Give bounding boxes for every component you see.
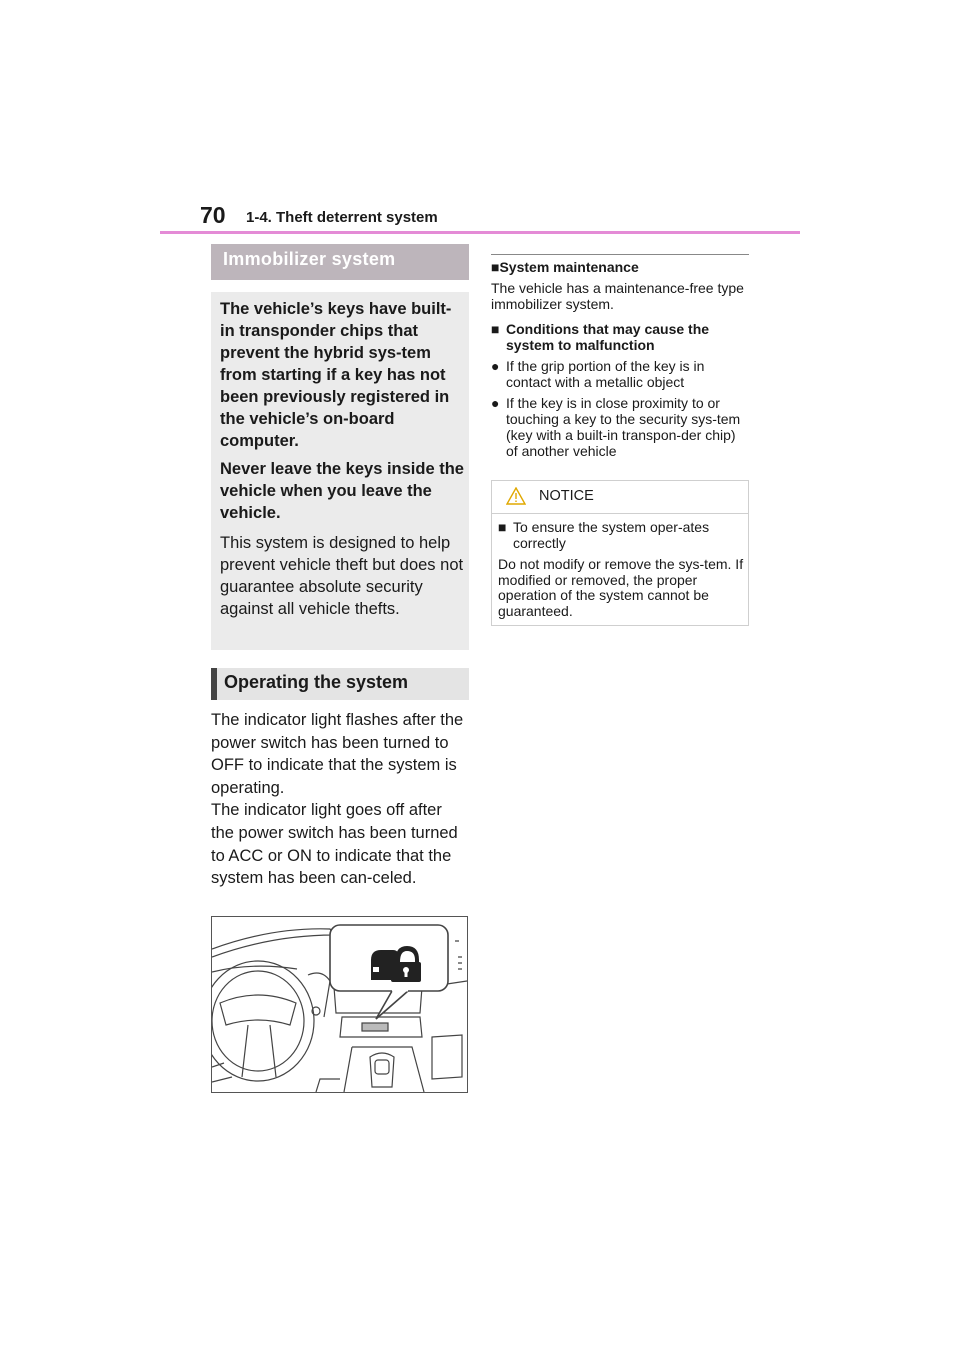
malfunction-item	[491, 395, 749, 459]
intro-paragraph-3: This system is designed to help prevent vehicle theft but does not guarantee absolute security against all vehicle thefts.	[220, 534, 464, 618]
operating-title: Operating the system	[224, 672, 409, 692]
intro-paragraph-1: The vehicle’s keys have built-in transponder chips that prevent the hybrid sys-tem from starting if a key has not been previously registered in the vehicle’s on-board computer.	[220, 300, 452, 450]
maintenance-text: The vehicle has a maintenance-free type immobilizer system.	[491, 280, 744, 312]
right-column-divider	[491, 254, 749, 255]
bullet-marker: ●	[491, 395, 500, 411]
notice-title: To ensure the system oper-ates correctly	[513, 519, 710, 551]
malfunction-item-text: If the grip portion of the key is in contact with a metallic object	[506, 358, 705, 390]
bullet-marker: ●	[491, 358, 500, 374]
operating-paragraph-1: The indicator light flashes after the power switch has been turned to OFF to indicate that the system is operating.	[211, 711, 464, 797]
notice-box	[491, 480, 749, 626]
notice-text: Do not modify or remove the sys-tem. If modified or removed, the proper operation of the system cannot be guaranteed.	[498, 556, 744, 619]
maintenance-section	[491, 259, 749, 312]
malfunction-item-text: If the key is in close proximity to or touching a key to the security sys-tem (key with a built-in transpon-der chip) of another vehicle	[506, 395, 741, 459]
operating-body	[211, 709, 469, 890]
operating-title-bar	[211, 668, 217, 700]
page-number: 70	[200, 202, 226, 228]
malfunction-title: Conditions that may cause the system to malfunction	[506, 321, 710, 353]
operating-paragraph-2: The indicator light goes off after the power switch has been turned to ACC or ON to indicate that the system has been can-celed.	[211, 801, 458, 888]
immobilizer-indicator-icon	[369, 942, 421, 982]
intro-paragraph-2: Never leave the keys inside the vehicle when you leave the vehicle.	[220, 460, 464, 522]
malfunction-section	[491, 321, 749, 459]
notice-marker: ■	[498, 519, 507, 535]
maintenance-title: System maintenance	[499, 259, 639, 275]
immobilizer-title: Immobilizer system	[223, 249, 396, 269]
notice-label: NOTICE	[539, 488, 594, 504]
notice-body	[498, 520, 744, 619]
header-divider	[160, 231, 800, 234]
maintenance-marker: ■	[491, 259, 500, 275]
malfunction-item	[491, 358, 749, 390]
malfunction-marker: ■	[491, 321, 500, 337]
intro-box	[211, 292, 469, 650]
immobilizer-title-band	[211, 244, 469, 280]
notice-header	[492, 481, 748, 514]
warning-triangle-icon	[506, 487, 526, 505]
operating-title-band	[211, 668, 469, 700]
dashboard-illustration	[211, 916, 468, 1093]
section-title: 1-4. Theft deterrent system	[246, 209, 438, 226]
